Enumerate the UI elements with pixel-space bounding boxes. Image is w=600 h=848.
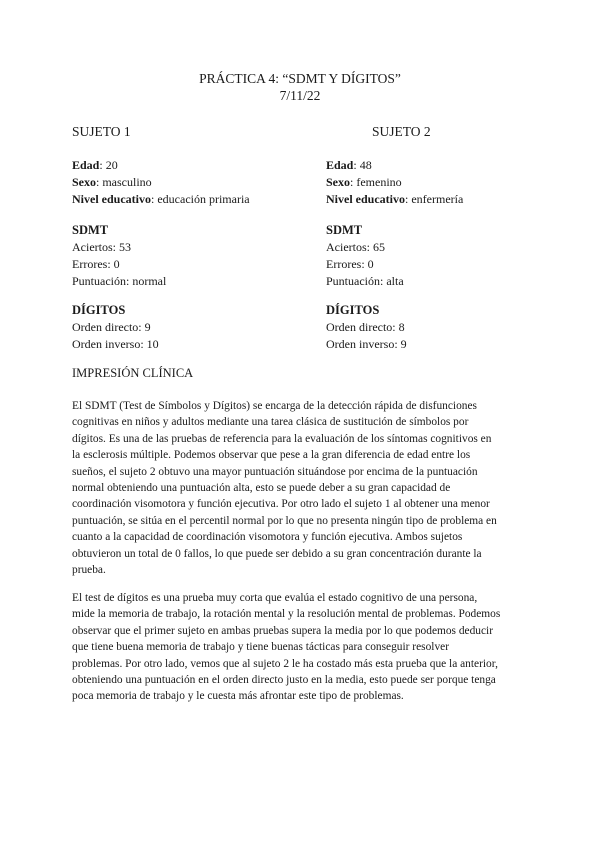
paragraph-line: El SDMT (Test de Símbolos y Dígitos) se encarga de la detección rápida de disfunciones <box>72 400 477 412</box>
document-date: 7/11/22 <box>279 88 321 103</box>
paragraph-line: puntuación, se sitúa en el percentil normal por lo que no presenta ningún tipo de problema en <box>72 514 497 527</box>
paragraph-line: problemas. Por otro lado, vemos que al sujeto 2 le ha costado más esta prueba que la anterior, <box>72 657 498 670</box>
nivel-row <box>326 191 463 208</box>
paragraph-line: cuanto a la capacidad de coordinación visomotora y función ejecutiva. Ambos sujetos <box>72 531 463 544</box>
paragraph-line: prueba. <box>72 564 106 577</box>
nivel-row <box>72 191 250 208</box>
sexo-label: Sexo <box>72 175 96 189</box>
paragraph-digitos <box>72 590 534 705</box>
aciertos: Aciertos: 53 <box>72 240 131 254</box>
errores: Errores: 0 <box>72 257 120 271</box>
paragraph-line: obteniendo una puntuación en el orden directo justo en la media, esto puede ser porque tenga <box>72 674 496 687</box>
errores: Errores: 0 <box>326 257 374 271</box>
nivel-value: : enfermería <box>405 192 464 206</box>
nivel-label: Nivel educativo <box>326 192 405 206</box>
nivel-value: : educación primaria <box>151 192 250 206</box>
digitos-title: DÍGITOS <box>326 303 380 317</box>
subject-2-sdmt <box>326 222 404 290</box>
orden-inverso: Orden inverso: 9 <box>326 337 407 351</box>
sexo-row <box>326 174 463 191</box>
paragraph-line: obtuvieron un total de 0 fallos, lo que puede ser debido a su gran concentración durante la <box>72 547 482 560</box>
sexo-row <box>72 174 250 191</box>
orden-directo: Orden directo: 9 <box>72 320 151 334</box>
edad-row <box>72 157 250 174</box>
edad-label: Edad <box>72 158 100 172</box>
orden-directo: Orden directo: 8 <box>326 320 405 334</box>
document-title: PRÁCTICA 4: “SDMT Y DÍGITOS” <box>199 71 401 86</box>
subject-2-digitos <box>326 302 407 353</box>
paragraph-sdmt <box>72 398 534 578</box>
puntuacion: Puntuación: normal <box>72 274 167 288</box>
digitos-title: DÍGITOS <box>72 303 126 317</box>
paragraph-line: sueños, el sujeto 2 obtuvo una mayor puntuación situándose por encima de la puntuación <box>72 465 478 478</box>
aciertos: Aciertos: 65 <box>326 240 385 254</box>
sexo-value: : femenino <box>350 175 402 189</box>
paragraph-line: dígitos. Es una de las pruebas de referencia para la evaluación de los síntomas cognitivos en <box>72 432 492 445</box>
subject-2-info <box>326 157 463 208</box>
impresion-clinica-heading: IMPRESIÓN CLÍNICA <box>72 366 194 380</box>
paragraph-line: poca memoria de trabajo y le cuesta más afrontar este tipo de problemas. <box>72 690 404 703</box>
sdmt-title: SDMT <box>326 223 363 237</box>
subject-1-sdmt <box>72 222 166 290</box>
paragraph-line: normal obteniendo una puntuación alta, esto se puede deber a su gran capacidad de <box>72 482 451 495</box>
sexo-value: : masculino <box>96 175 152 189</box>
paragraph-line: observar que el primer sujeto en ambas pruebas supera la media por lo que podemos deducir <box>72 624 493 637</box>
edad-label: Edad <box>326 158 354 172</box>
nivel-label: Nivel educativo <box>72 192 151 206</box>
edad-value: : 20 <box>99 158 118 172</box>
paragraph-line: mide la memoria de trabajo, la rotación mental y la resolución mental de problemas. Podemos <box>72 608 501 621</box>
edad-row <box>326 157 463 174</box>
subject-1-info <box>72 157 250 208</box>
puntuacion: Puntuación: alta <box>326 274 404 288</box>
paragraph-line: El test de dígitos es una prueba muy corta que evalúa el estado cognitivo de una persona, <box>72 592 478 604</box>
paragraph-line: que tiene buena memoria de trabajo y tiene buenas tácticas para conseguir resolver <box>72 641 449 654</box>
orden-inverso: Orden inverso: 10 <box>72 337 159 351</box>
paragraph-line: la esclerosis múltiple. Podemos observar que pese a la gran diferencia de edad entre los <box>72 449 471 462</box>
subject-1-heading: SUJETO 1 <box>72 124 131 139</box>
sdmt-title: SDMT <box>72 223 109 237</box>
subject-1-digitos <box>72 302 159 353</box>
sexo-label: Sexo <box>326 175 350 189</box>
subject-2-heading: SUJETO 2 <box>372 124 431 139</box>
paragraph-line: cognitivas en niños y adultos mediante una tarea clásica de sustitución de símbolos por <box>72 416 469 429</box>
edad-value: : 48 <box>353 158 372 172</box>
paragraph-line: coordinación visomotora y función ejecutiva. Por otro lado el sujeto 1 al obtener una menor <box>72 498 490 511</box>
